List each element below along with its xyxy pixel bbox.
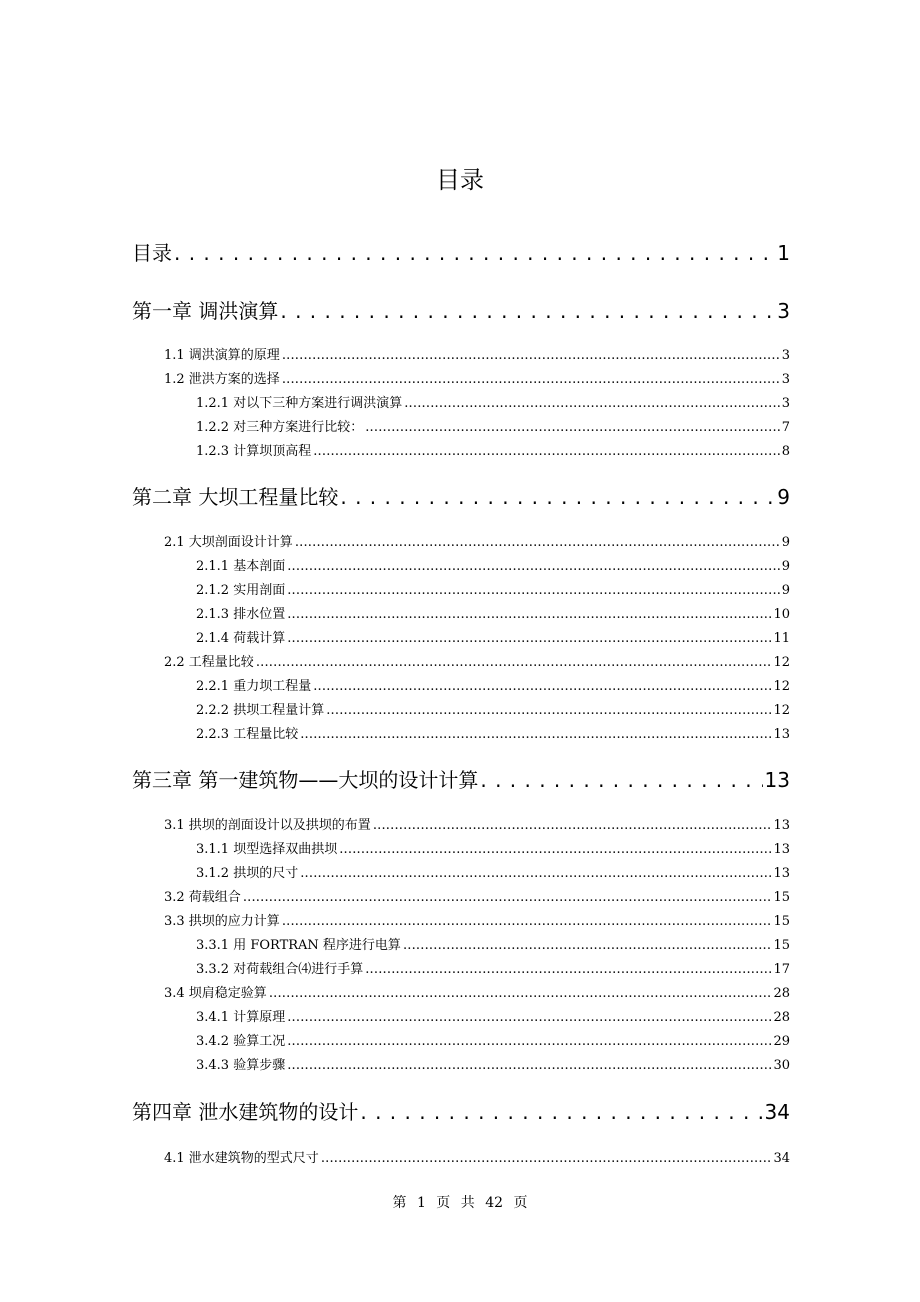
toc-entry-title: 4.1 泄水建筑物的型式尺寸 bbox=[164, 1151, 319, 1166]
leader-dots bbox=[282, 370, 780, 390]
toc-page-number: 13 bbox=[773, 818, 790, 833]
toc-entry-title: 2.1.2 实用剖面 bbox=[196, 583, 286, 598]
toc-entry-section[interactable] bbox=[164, 984, 790, 1004]
toc-entry-section[interactable] bbox=[164, 888, 790, 908]
toc-page-number: 10 bbox=[773, 607, 790, 622]
leader-dots bbox=[339, 840, 771, 860]
toc-entry-title: 1.2 泄洪方案的选择 bbox=[164, 372, 280, 387]
page-title: 目录 bbox=[436, 166, 484, 194]
toc-entry-subsection[interactable] bbox=[196, 629, 790, 649]
toc-page-number: 7 bbox=[781, 420, 790, 435]
toc-page-number: 1 bbox=[777, 241, 790, 265]
leader-dots bbox=[287, 557, 780, 577]
leader-dots bbox=[280, 296, 775, 326]
leader-dots bbox=[365, 418, 780, 438]
toc-page-number: 28 bbox=[773, 986, 790, 1001]
toc-entry-title: 3.4 坝肩稳定验算 bbox=[164, 986, 267, 1001]
toc-entry-title: 2.1 大坝剖面设计计算 bbox=[164, 535, 293, 550]
toc-page-number: 15 bbox=[773, 914, 790, 929]
toc-entry-subsection[interactable] bbox=[196, 442, 790, 462]
toc-entry-subsection[interactable] bbox=[196, 394, 790, 414]
toc-page-number: 3 bbox=[777, 299, 790, 323]
leader-dots bbox=[326, 701, 771, 721]
toc-page-number: 9 bbox=[777, 485, 790, 509]
leader-dots bbox=[321, 1149, 772, 1169]
leader-dots bbox=[340, 482, 775, 512]
toc-entry-title: 2.2.2 拱坝工程量计算 bbox=[196, 703, 325, 718]
toc-page-number: 29 bbox=[773, 1034, 790, 1049]
leader-dots bbox=[256, 653, 772, 673]
leader-dots bbox=[287, 1056, 771, 1076]
toc-page-number: 34 bbox=[773, 1151, 790, 1166]
toc-entry-section[interactable] bbox=[164, 346, 790, 366]
toc-entry-title: 3.3.1 用 FORTRAN 程序进行电算 bbox=[196, 938, 401, 953]
toc-entry-title: 3.4.3 验算步骤 bbox=[196, 1058, 286, 1073]
toc-entry-section[interactable] bbox=[164, 912, 790, 932]
toc-entry-section[interactable] bbox=[164, 653, 790, 673]
toc-entry-subsection[interactable] bbox=[196, 1056, 790, 1076]
leader-dots bbox=[313, 442, 780, 462]
toc-page-number: 3 bbox=[781, 372, 790, 387]
toc-page-number: 12 bbox=[773, 703, 790, 718]
toc-entry-title: 3.2 荷载组合 bbox=[164, 890, 241, 905]
toc-entry-chapter-3[interactable] bbox=[132, 765, 790, 795]
toc-entry-title: 第四章 泄水建筑物的设计 bbox=[132, 1100, 359, 1124]
leader-dots bbox=[282, 912, 772, 932]
leader-dots bbox=[360, 1097, 762, 1127]
toc-entry-title: 1.1 调洪演算的原理 bbox=[164, 348, 280, 363]
toc-entry-section[interactable] bbox=[164, 816, 790, 836]
toc-entry-title: 3.1.2 拱坝的尺寸 bbox=[196, 866, 299, 881]
toc-entry-chapter-2[interactable] bbox=[132, 482, 790, 512]
toc-entry-title: 3.4.1 计算原理 bbox=[196, 1010, 286, 1025]
toc-entry-chapter-1[interactable] bbox=[132, 296, 790, 326]
toc-entry-subsection[interactable] bbox=[196, 840, 790, 860]
toc-page-number: 9 bbox=[781, 583, 790, 598]
toc-entry-title: 3.4.2 验算工况 bbox=[196, 1034, 286, 1049]
toc-entry-title: 1.2.2 对三种方案进行比较： bbox=[196, 420, 364, 435]
leader-dots bbox=[404, 394, 780, 414]
leader-dots bbox=[300, 725, 771, 745]
toc-entry-subsection[interactable] bbox=[196, 581, 790, 601]
toc-entry-section[interactable] bbox=[164, 370, 790, 390]
toc-entry-title: 2.1.4 荷载计算 bbox=[196, 631, 286, 646]
toc-entry-title: 3.3.2 对荷载组合⑷进行手算 bbox=[196, 962, 364, 977]
toc-entry-title: 3.1 拱坝的剖面设计以及拱坝的布置 bbox=[164, 818, 371, 833]
toc-page-number: 13 bbox=[773, 727, 790, 742]
toc-page-number: 28 bbox=[773, 1010, 790, 1025]
toc-entry-title: 第三章 第一建筑物——大坝的设计计算 bbox=[132, 768, 479, 792]
toc-entry-title: 第二章 大坝工程量比较 bbox=[132, 485, 339, 509]
toc-page-number: 9 bbox=[781, 559, 790, 574]
toc-page-number: 15 bbox=[773, 890, 790, 905]
toc-entry-title: 2.1.1 基本剖面 bbox=[196, 559, 286, 574]
toc-page-number: 15 bbox=[773, 938, 790, 953]
toc-entry-title: 第一章 调洪演算 bbox=[132, 299, 279, 323]
leader-dots bbox=[287, 581, 780, 601]
toc-entry-title: 2.2.3 工程量比较 bbox=[196, 727, 299, 742]
toc-page-number: 11 bbox=[773, 631, 790, 646]
toc-entry-title: 3.1.1 坝型选择双曲拱坝 bbox=[196, 842, 338, 857]
toc-entry-section[interactable] bbox=[164, 533, 790, 553]
toc-page-number: 8 bbox=[781, 444, 790, 459]
toc-page-number: 3 bbox=[781, 396, 790, 411]
toc-page-number: 13 bbox=[773, 866, 790, 881]
leader-dots bbox=[269, 984, 772, 1004]
toc-entry-contents[interactable] bbox=[132, 238, 790, 268]
toc-page-number: 3 bbox=[781, 348, 790, 363]
toc-entry-title: 2.1.3 排水位置 bbox=[196, 607, 286, 622]
toc-entry-section[interactable] bbox=[164, 1149, 790, 1169]
leader-dots bbox=[300, 864, 771, 884]
toc-entry-subsection[interactable] bbox=[196, 677, 790, 697]
leader-dots bbox=[287, 1032, 771, 1052]
toc-entry-title: 2.2.1 重力坝工程量 bbox=[196, 679, 312, 694]
toc-entry-subsection[interactable] bbox=[196, 936, 790, 956]
toc-entry-subsection[interactable] bbox=[196, 1032, 790, 1052]
toc-entry-title: 1.2.1 对以下三种方案进行调洪演算 bbox=[196, 396, 403, 411]
leader-dots bbox=[365, 960, 771, 980]
toc-entry-subsection[interactable] bbox=[196, 418, 790, 438]
leader-dots bbox=[287, 605, 771, 625]
toc-page-number: 12 bbox=[773, 679, 790, 694]
toc-page-number: 13 bbox=[773, 842, 790, 857]
page-footer: 第 1 页 共 42 页 bbox=[392, 1195, 528, 1211]
toc-entry-subsection[interactable] bbox=[196, 557, 790, 577]
toc-entry-subsection[interactable] bbox=[196, 725, 790, 745]
leader-dots bbox=[243, 888, 772, 908]
toc-entry-subsection[interactable] bbox=[196, 701, 790, 721]
toc-entry-title: 目录 bbox=[132, 241, 172, 265]
leader-dots bbox=[403, 936, 772, 956]
toc-entry-subsection[interactable] bbox=[196, 960, 790, 980]
toc-entry-subsection[interactable] bbox=[196, 605, 790, 625]
toc-entry-title: 1.2.3 计算坝顶高程 bbox=[196, 444, 312, 459]
toc-entry-title: 3.3 拱坝的应力计算 bbox=[164, 914, 280, 929]
leader-dots bbox=[373, 816, 772, 836]
leader-dots bbox=[282, 346, 780, 366]
leader-dots bbox=[287, 629, 771, 649]
toc-entry-title: 2.2 工程量比较 bbox=[164, 655, 254, 670]
toc-page-number: 13 bbox=[764, 768, 790, 792]
leader-dots bbox=[295, 533, 780, 553]
toc-page-number: 34 bbox=[764, 1100, 790, 1124]
toc-page-number: 12 bbox=[773, 655, 790, 670]
toc-entry-chapter-4[interactable] bbox=[132, 1097, 790, 1127]
toc-page-number: 30 bbox=[773, 1058, 790, 1073]
leader-dots bbox=[313, 677, 771, 697]
toc-entry-subsection[interactable] bbox=[196, 1008, 790, 1028]
toc-entry-subsection[interactable] bbox=[196, 864, 790, 884]
toc-page-number: 9 bbox=[781, 535, 790, 550]
toc-page-number: 17 bbox=[773, 962, 790, 977]
leader-dots bbox=[287, 1008, 771, 1028]
leader-dots bbox=[480, 765, 762, 795]
leader-dots bbox=[174, 238, 775, 268]
